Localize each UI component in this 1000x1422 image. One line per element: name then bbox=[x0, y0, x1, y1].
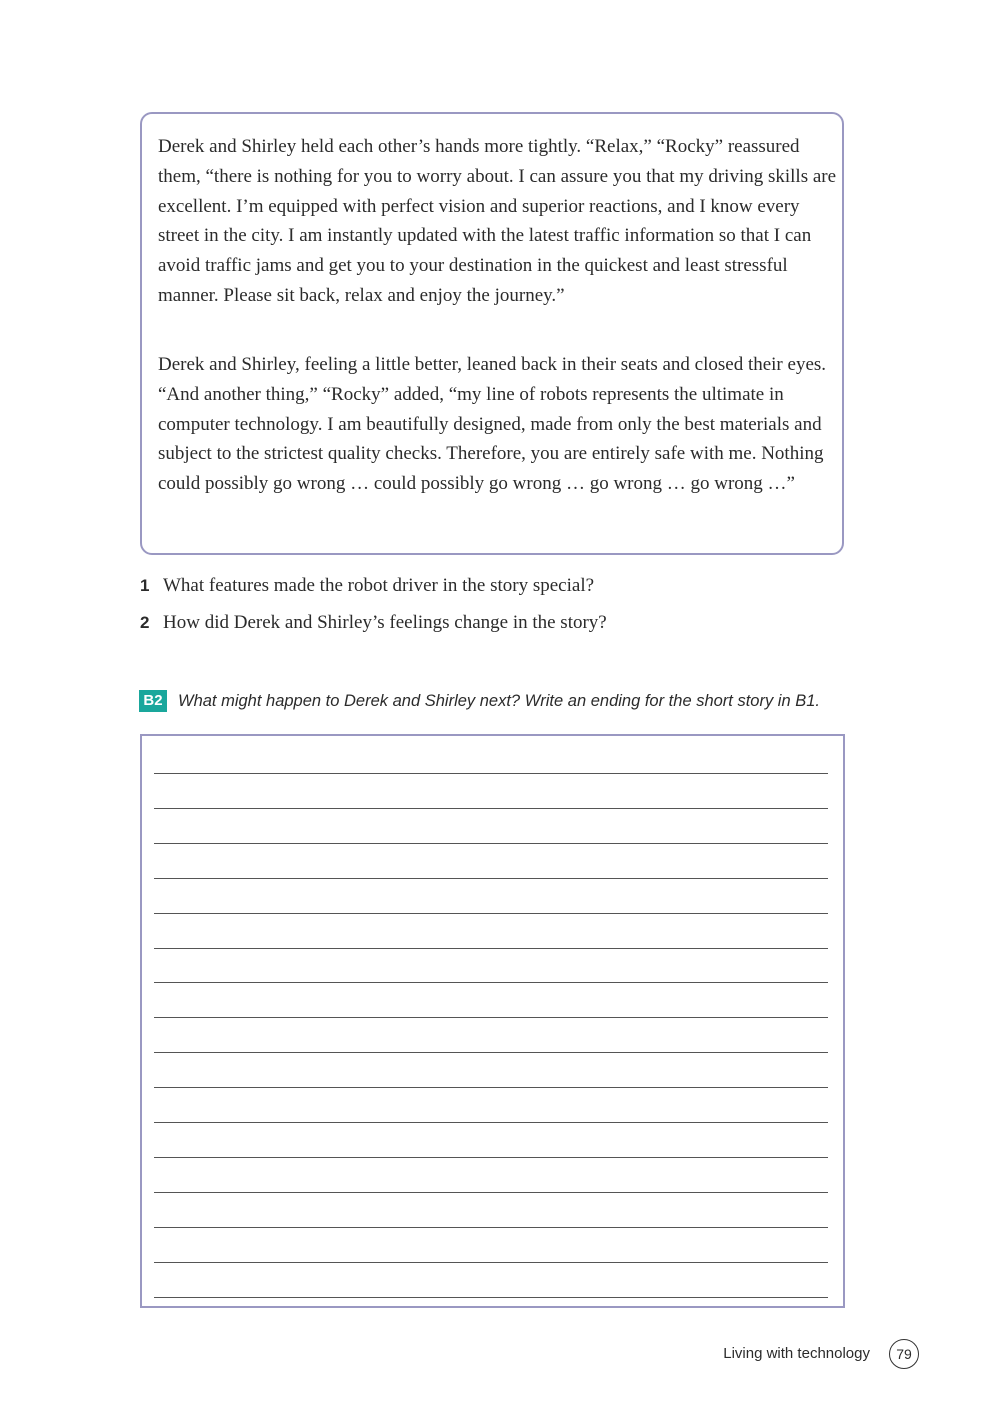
writing-area[interactable] bbox=[140, 734, 845, 1308]
question-1 bbox=[140, 574, 840, 598]
writing-line bbox=[154, 1052, 828, 1053]
writing-line bbox=[154, 913, 828, 914]
page-number: 79 bbox=[889, 1339, 919, 1369]
writing-line bbox=[154, 1157, 828, 1158]
writing-line bbox=[154, 1297, 828, 1298]
writing-line bbox=[154, 1192, 828, 1193]
writing-line bbox=[154, 773, 828, 774]
writing-line bbox=[154, 1087, 828, 1088]
writing-line bbox=[154, 843, 828, 844]
writing-line bbox=[154, 1017, 828, 1018]
writing-line bbox=[154, 1262, 828, 1263]
question-number: 2 bbox=[140, 613, 150, 632]
writing-line bbox=[154, 1227, 828, 1228]
footer-section-title: Living with technology bbox=[723, 1345, 870, 1362]
question-text: What features made the robot driver in the story special? bbox=[163, 575, 595, 596]
writing-line bbox=[154, 878, 828, 879]
story-paragraph-1: Derek and Shirley held each other’s hands more tightly. “Relax,” “Rocky” reassured them, “there is nothing for you to worry about. I can assure you that my driving skills are excellent. I’m equipped with perfect vision and superior reactions, and I know every street in the city. I am instantly updated with the latest traffic information so that I can avoid traffic jams and get you to your destination in the quickest and least stressful manner. Please sit back, relax and enjoy the journey.” bbox=[158, 136, 837, 306]
task-instruction: What might happen to Derek and Shirley next? Write an ending for the short story in B1. bbox=[178, 692, 821, 710]
question-number: 1 bbox=[140, 576, 150, 595]
question-2 bbox=[140, 611, 840, 635]
writing-line bbox=[154, 1122, 828, 1123]
writing-line bbox=[154, 948, 828, 949]
question-text: How did Derek and Shirley’s feelings change in the story? bbox=[163, 612, 607, 633]
writing-line bbox=[154, 982, 828, 983]
writing-line bbox=[154, 808, 828, 809]
story-paragraph-2: Derek and Shirley, feeling a little better, leaned back in their seats and closed their eyes. “And another thing,” “Rocky” added, “my line of robots represents the ultimate in computer technology. I am beautifully designed, made from only the best materials and subject to the strictest quality checks. Therefore, you are entirely safe with me. Nothing could possibly go wrong … could possibly go wrong … go wrong … go wrong …” bbox=[158, 354, 827, 495]
task-badge: B2 bbox=[139, 690, 167, 712]
